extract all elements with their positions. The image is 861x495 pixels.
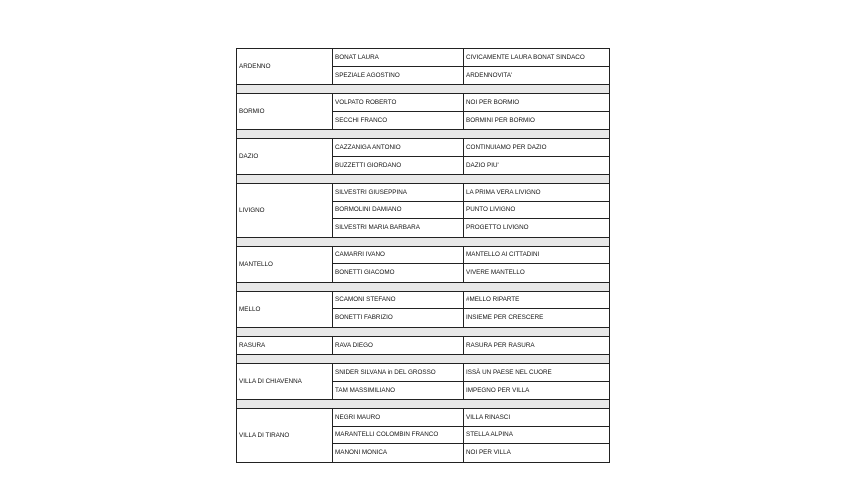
group-separator xyxy=(236,175,610,184)
group-separator xyxy=(236,238,610,247)
list-name: MANTELLO AI CITTADINI xyxy=(466,251,540,259)
group-separator xyxy=(236,328,610,337)
group-separator xyxy=(236,283,610,292)
table-row xyxy=(333,337,609,355)
list-name: BORMINI PER BORMIO xyxy=(466,116,535,124)
candidate-name: RAVA DIEGO xyxy=(333,337,464,355)
table-row xyxy=(333,202,609,220)
list-name: CONTINUIAMO PER DAZIO xyxy=(466,143,547,151)
table-row xyxy=(333,382,609,400)
group-separator xyxy=(236,400,610,409)
candidate-name: MARANTELLI COLOMBIN FRANCO xyxy=(333,427,464,444)
list-name: PUNTO LIVIGNO xyxy=(466,206,516,214)
municipality-name: BORMIO xyxy=(237,94,333,129)
candidate-name: BORMOLINI DAMIANO xyxy=(333,202,464,219)
list-name: NOI PER VILLA xyxy=(466,449,511,457)
candidate-name: BUZZETTI GIORDANO xyxy=(333,157,464,175)
table-row xyxy=(333,112,609,130)
list-name: IMPEGNO PER VILLA xyxy=(466,386,530,394)
table-row xyxy=(333,49,609,67)
candidate-name: SECCHI FRANCO xyxy=(333,112,464,130)
list-name: LA PRIMA VERA LIVIGNO xyxy=(466,188,541,196)
table-row xyxy=(333,292,609,310)
table-row xyxy=(333,94,609,112)
list-name: VILLA RINASCI xyxy=(466,413,511,421)
municipality-group xyxy=(236,337,610,356)
list-name: #MELLO RIPARTE xyxy=(466,296,520,304)
candidate-name: MANONI MONICA xyxy=(333,444,464,462)
table-row xyxy=(333,264,609,282)
election-table xyxy=(236,48,610,463)
table-row xyxy=(333,219,609,237)
table-row xyxy=(333,157,609,175)
table-row xyxy=(333,184,609,202)
table-row xyxy=(333,444,609,462)
candidate-name: TAM MASSIMILIANO xyxy=(333,382,464,400)
municipality-group xyxy=(236,409,610,463)
list-name: STELLA ALPINA xyxy=(466,431,513,439)
list-name: NOI PER BORMIO xyxy=(466,98,520,106)
municipality-group xyxy=(236,292,610,328)
list-name: ISSÀ UN PAESE NEL CUORE xyxy=(466,368,552,376)
candidate-name: NEGRI MAURO xyxy=(333,409,464,426)
candidate-name: SNIDER SILVANA in DEL GROSSO xyxy=(333,364,464,381)
list-name: ARDENNOVITA' xyxy=(466,71,513,79)
candidate-name: SPEZIALE AGOSTINO xyxy=(333,67,464,85)
municipality-group xyxy=(236,364,610,400)
group-separator xyxy=(236,85,610,94)
municipality-name: RASURA xyxy=(237,337,333,355)
list-name: DAZIO PIU' xyxy=(466,161,499,169)
municipality-group xyxy=(236,139,610,175)
table-row xyxy=(333,427,609,445)
candidate-name: BONETTI FABRIZIO xyxy=(333,309,464,327)
candidate-name: SILVESTRI MARIA BARBARA xyxy=(333,219,464,237)
table-row xyxy=(333,309,609,327)
list-name: VIVERE MANTELLO xyxy=(466,269,525,277)
list-name: CIVICAMENTE LAURA BONAT SINDACO xyxy=(466,53,585,61)
group-separator xyxy=(236,130,610,139)
list-name: INSIEME PER CRESCERE xyxy=(466,314,544,322)
table-row xyxy=(333,139,609,157)
municipality-name: DAZIO xyxy=(237,139,333,174)
table-row xyxy=(333,364,609,382)
table-row xyxy=(333,409,609,427)
municipality-name: VILLA DI CHIAVENNA xyxy=(237,364,333,399)
municipality-name: MANTELLO xyxy=(237,247,333,282)
candidate-name: CAZZANIGA ANTONIO xyxy=(333,139,464,156)
table-row xyxy=(333,247,609,265)
table-row xyxy=(333,67,609,85)
municipality-name: ARDENNO xyxy=(237,49,333,84)
municipality-name: LIVIGNO xyxy=(237,184,333,237)
candidate-name: BONAT LAURA xyxy=(333,49,464,66)
candidate-name: SCAMONI STEFANO xyxy=(333,292,464,309)
candidate-name: VOLPATO ROBERTO xyxy=(333,94,464,111)
candidate-name: BONETTI GIACOMO xyxy=(333,264,464,282)
candidate-name: CAMARRI IVANO xyxy=(333,247,464,264)
municipality-group xyxy=(236,247,610,283)
municipality-name: VILLA DI TIRANO xyxy=(237,409,333,462)
municipality-group xyxy=(236,94,610,130)
candidate-name: SILVESTRI GIUSEPPINA xyxy=(333,184,464,201)
group-separator xyxy=(236,355,610,364)
list-name: PROGETTO LIVIGNO xyxy=(466,224,529,232)
municipality-name: MELLO xyxy=(237,292,333,327)
list-name: RASURA PER RASURA xyxy=(466,341,535,349)
municipality-group xyxy=(236,49,610,85)
municipality-group xyxy=(236,184,610,238)
